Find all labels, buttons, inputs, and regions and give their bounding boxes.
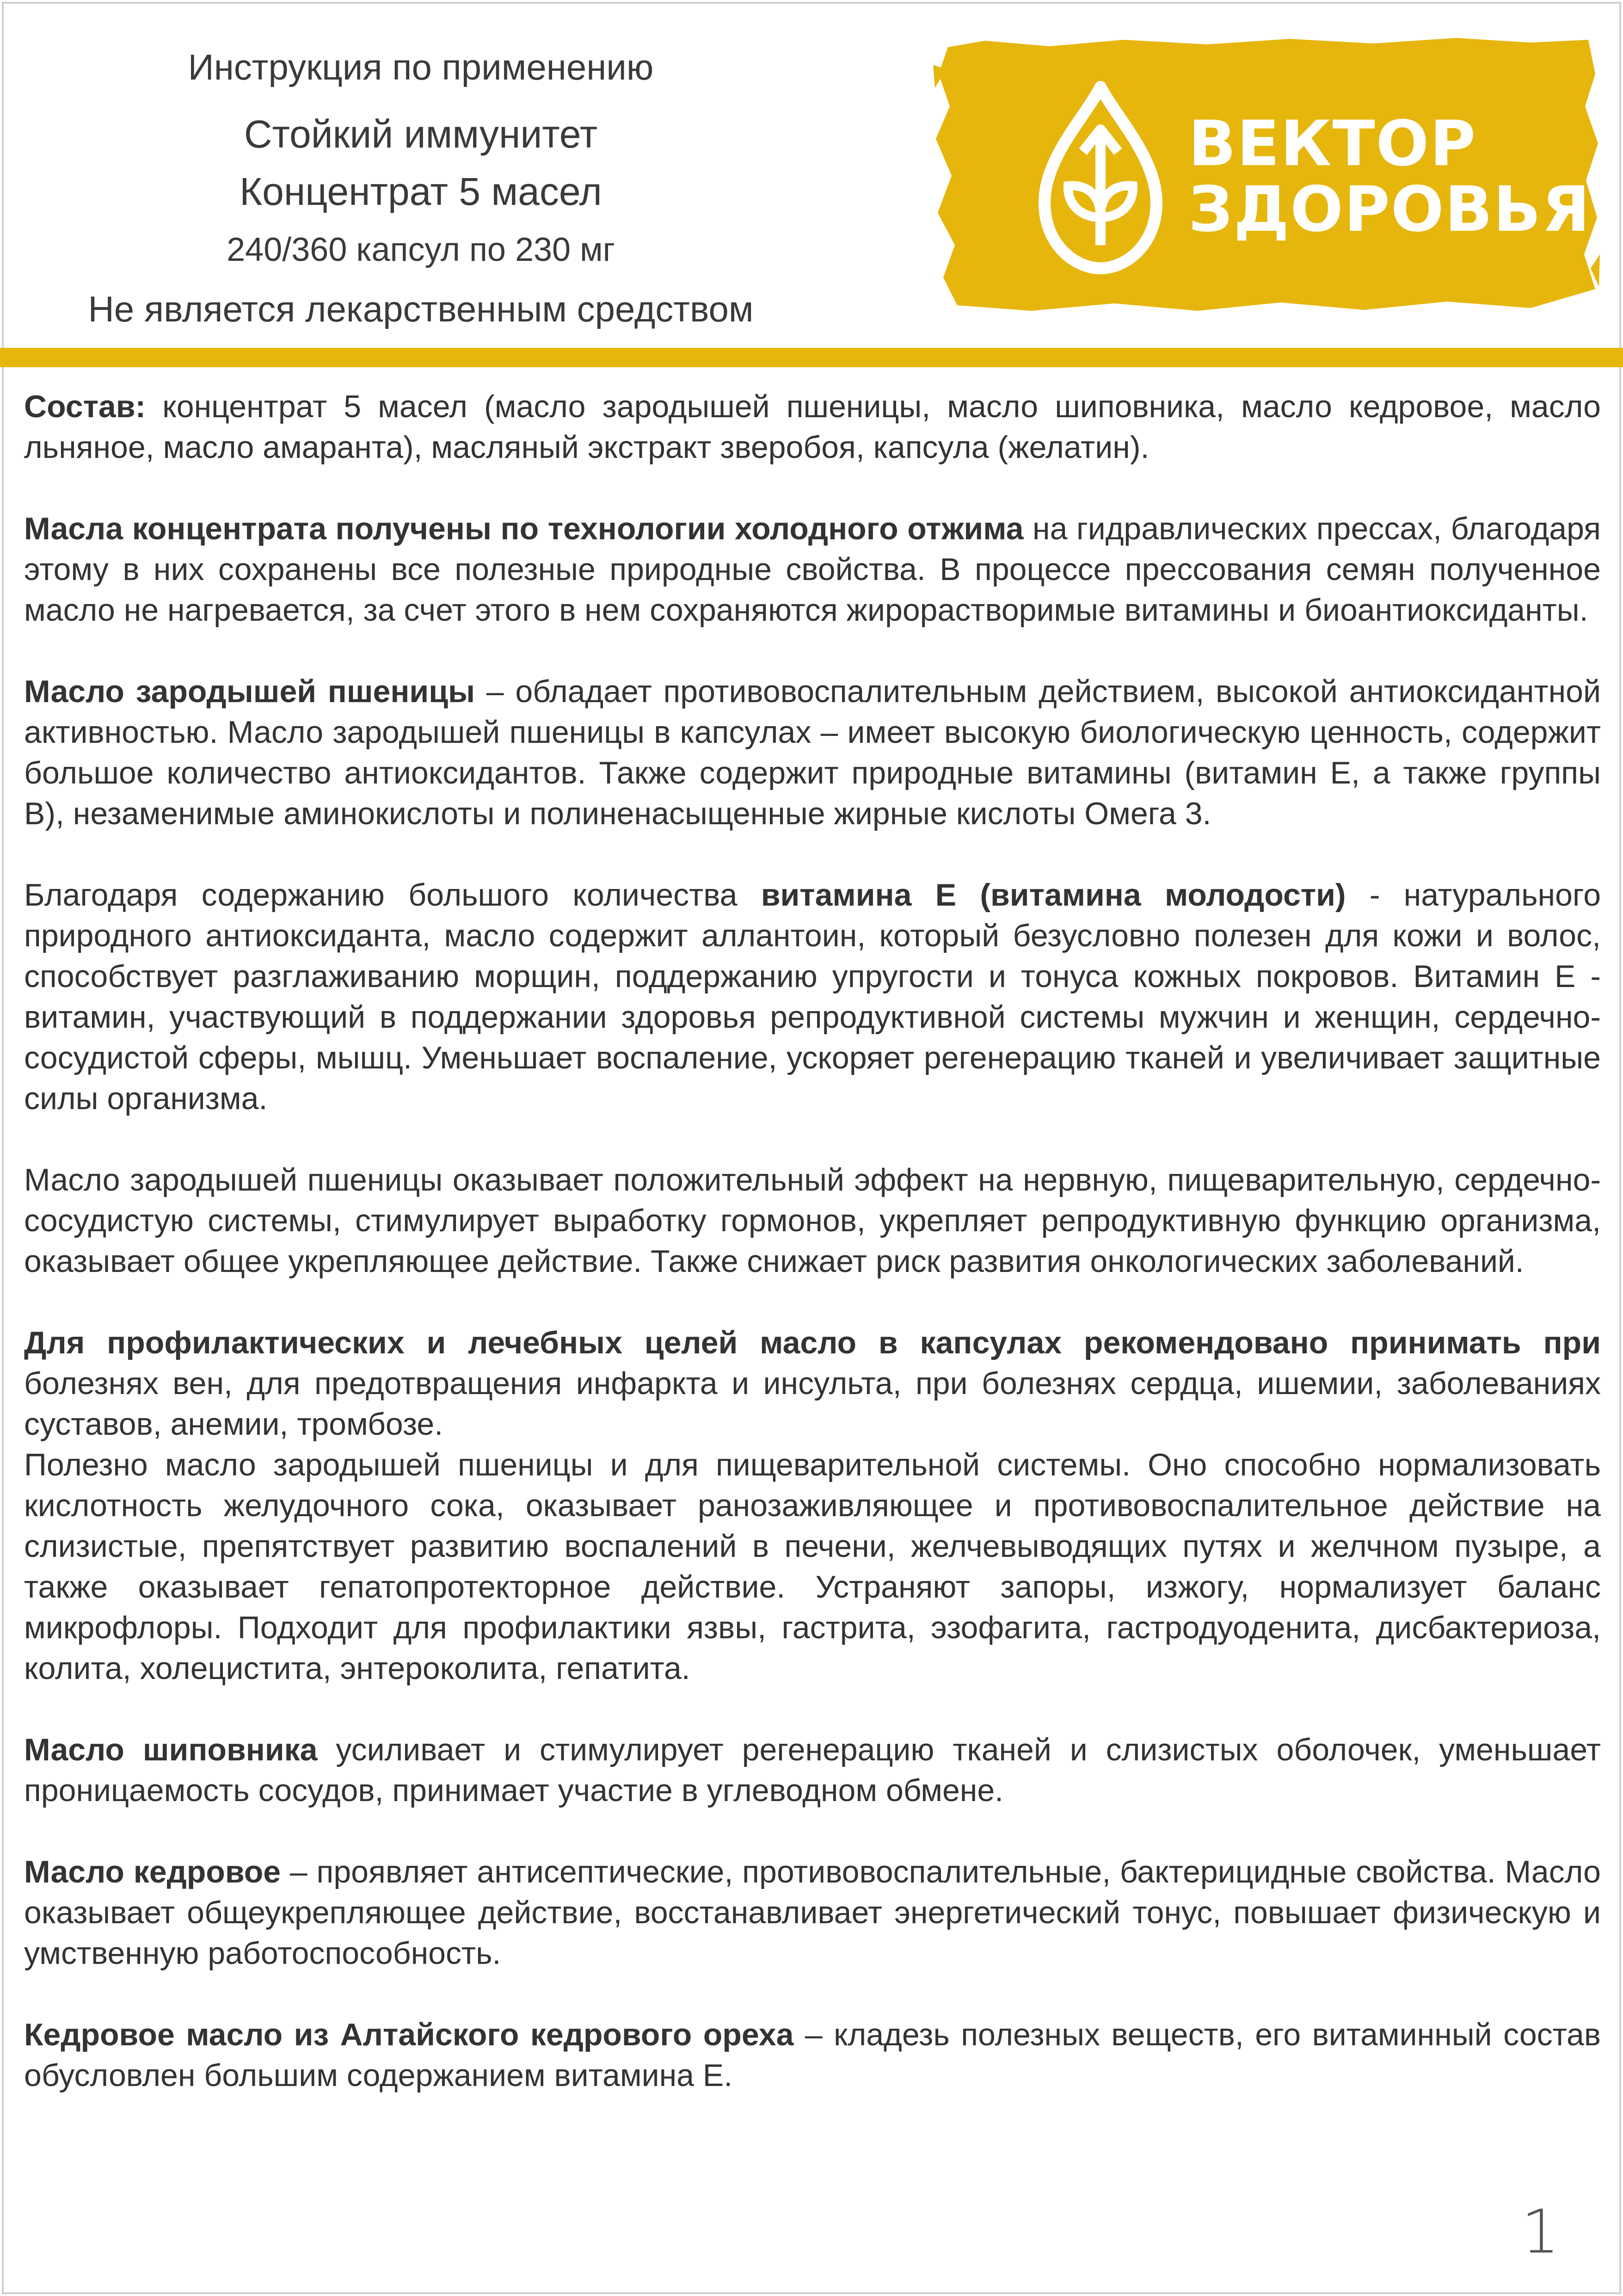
paragraph-wheat-germ [24, 671, 1601, 834]
disclaimer: Не является лекарственным средством [88, 289, 754, 329]
logo-text [1188, 107, 1591, 246]
paragraph-text: болезнях вен, для предотвращения инфаркта и инсульта, при болезнях сердца, ишемии, заболеваниях суставов, анемии, тромбозе. [24, 1366, 1601, 1442]
paragraph-heading: Состав: [24, 389, 146, 424]
page-number: 1 [1521, 2197, 1560, 2267]
header-titles [60, 32, 781, 339]
paragraph-heading: Масла концентрата получены по технологии холодного отжима [24, 511, 1024, 546]
paragraph-heading: Масло кедровое [24, 1854, 281, 1889]
paragraph-indications [24, 1322, 1601, 1444]
product-name: Стойкий иммунитет [244, 112, 598, 156]
instruction-body [24, 386, 1601, 2136]
document-title: Инструкция по применению [188, 47, 654, 87]
paragraph-altai-cedar [24, 2014, 1601, 2096]
paragraph-heading: Масло шиповника [24, 1732, 318, 1767]
paragraph-text: усиливает и стимулирует регенерацию тканей и слизистых оболочек, уменьшает проницаемость сосудов, принимает участие в углеводном обмене. [24, 1732, 1601, 1808]
paragraph-composition [24, 386, 1601, 468]
paragraph-heading: Кедровое масло из Алтайского кедрового ореха [24, 2017, 794, 2052]
paragraph-vitamin-e [24, 875, 1601, 1119]
paragraph-cold-press [24, 508, 1601, 630]
paragraph-rosehip [24, 1729, 1601, 1811]
product-subtitle: Концентрат 5 масел [240, 170, 602, 213]
paragraph-text: Масло зародышей пшеницы оказывает положительный эффект на нервную, пищеварительную, сердечно-сосудистую системы, стимулирует выработку гормонов, укрепляет репродуктивную функцию организма, оказывает общее укрепляющее действие. Также снижает риск развития онкологических заболеваний. [24, 1162, 1601, 1279]
drop-leaf-arrow-icon [1031, 79, 1170, 278]
paragraph-effects [24, 1160, 1601, 1282]
paragraph-text: Полезно масло зародышей пшеницы и для пищеварительной системы. Оно способно нормализовать кислотность желудочного сока, оказывает ранозаживляющее и противовоспалительное действие на слизистые, препятствует развитию воспалений в печени, желчевыводящих путях и желчном пузыре, а также оказывает гепатопротекторное действие. Устраняют запоры, изжогу, нормализует баланс микрофлоры. Подходит для профилактики язвы, гастрита, эзофагита, гастродуоденита, дисбактериоза, колита, холецистита, энтероколита, гепатита. [24, 1447, 1601, 1686]
paragraph-text: на гидравлических прессах, благодаря этому в них сохранены все полезные природные свойства. В процессе прессования семян полученное масло не нагревается, за счет этого в нем сохраняются жирорастворимые витамины и биоантиоксиданты. [24, 511, 1601, 628]
logo-line-1: ВЕКТОР [1188, 107, 1477, 180]
paragraph-text: – кладезь полезных веществ, его витаминный состав обусловлен большим содержанием витамина Е. [24, 2017, 1601, 2093]
paragraph-text: – проявляет антисептические, противовоспалительные, бактерицидные свойства. Масло оказывает общеукрепляющее действие, восстанавливает энергетический тонус, повышает физическую и умственную работоспособность. [24, 1854, 1601, 1971]
paragraph-cedar [24, 1852, 1601, 1974]
paragraph-heading: витамина Е (витамина молодости) [761, 877, 1346, 913]
paragraph-text: - натурального природного антиоксиданта, масло содержит аллантоин, который безусловно полезен для кожи и волос, способствует разглаживанию морщин, поддержанию упругости и тонуса кожных покровов. Витамин Е - витамин, участвующий в поддержании здоровья репродуктивной системы мужчин и женщин, сердечно-сосудистой сферы, мышц. Уменьшает воспаление, ускоряет регенерацию тканей и увеличивает защитные силы организма. [24, 877, 1601, 1116]
paragraph-text-lead: Благодаря содержанию большого количества [24, 877, 761, 913]
logo-line-2: ЗДОРОВЬЯ [1188, 173, 1591, 246]
capsule-info: 240/360 капсул по 230 мг [227, 231, 615, 268]
paragraph-heading: Масло зародышей пшеницы [24, 674, 475, 709]
paragraph-text: – обладает противовоспалительным действием, высокой антиоксидантной активностью. Масло зародышей пшеницы в капсулах – имеет высокую биологическую ценность, содержит большое количество антиоксидантов. Также содержит природные витамины (витамин Е, а также группы В), незаменимые аминокислоты и полиненасыщенные жирные кислоты Омега 3. [24, 674, 1601, 831]
header-divider [0, 348, 1623, 367]
brand-logo [929, 37, 1600, 315]
paragraph-heading: Для профилактических и лечебных целей масло в капсулах рекомендовано принимать при [24, 1325, 1601, 1360]
paragraph-text: концентрат 5 масел (масло зародышей пшеницы, масло шиповника, масло кедровое, масло льняное, масло амаранта), масляный экстракт зверобоя, капсула (желатин). [24, 389, 1601, 465]
paragraph-digestive [24, 1444, 1601, 1689]
